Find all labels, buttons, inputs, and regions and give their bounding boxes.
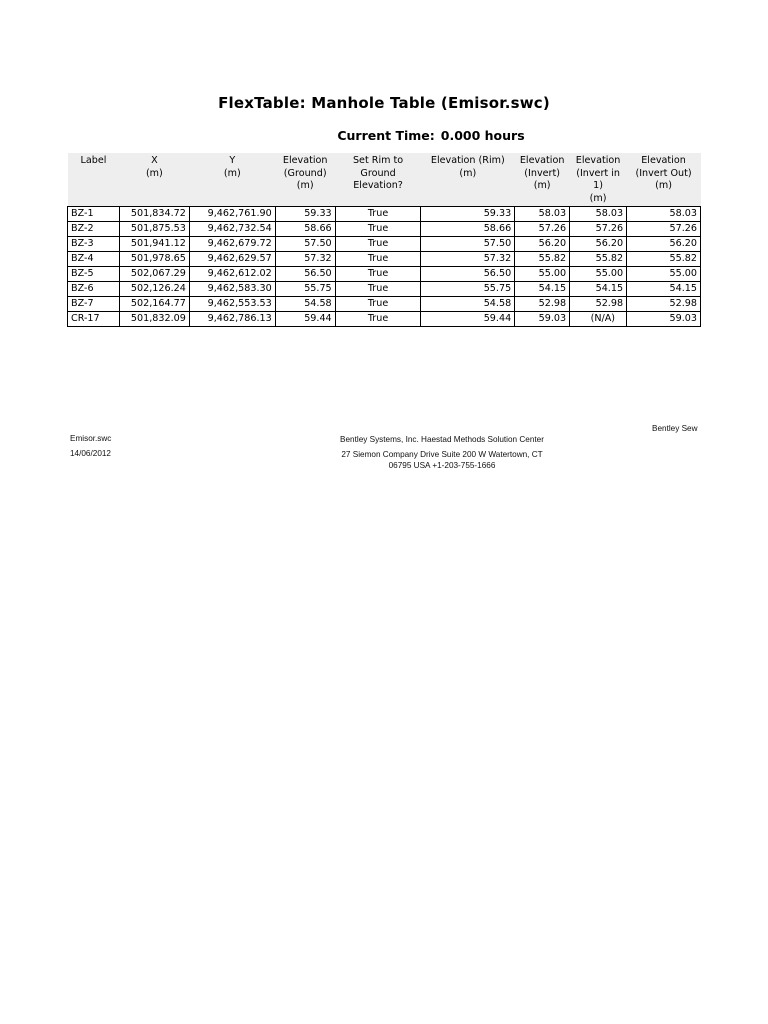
table-cell: 9,462,629.57: [189, 252, 275, 267]
table-row: [68, 207, 701, 222]
page-title: FlexTable: Manhole Table (Emisor.swc): [218, 94, 550, 112]
table-cell: 58.03: [570, 207, 627, 222]
table-cell: 59.44: [275, 312, 335, 327]
column-header-line: (Invert): [524, 167, 560, 179]
table-cell: 57.26: [570, 222, 627, 237]
table-cell: 54.15: [515, 282, 570, 297]
column-header: [421, 153, 515, 207]
column-header-line: X: [151, 155, 158, 166]
table-cell: 54.58: [421, 297, 515, 312]
table-header-row: [68, 153, 701, 207]
column-header-line: Elevation: [575, 155, 621, 166]
column-header-line: (m): [589, 192, 607, 204]
current-time-value: 0.000 hours: [440, 128, 525, 143]
table-cell: BZ-7: [68, 297, 120, 312]
table-cell: 9,462,732.54: [189, 222, 275, 237]
table-cell: 502,126.24: [119, 282, 189, 297]
table-cell: 501,978.65: [119, 252, 189, 267]
table-row: [68, 267, 701, 282]
table-row: [68, 312, 701, 327]
table-cell: 57.32: [275, 252, 335, 267]
table-cell: 54.58: [275, 297, 335, 312]
table-body: [68, 207, 701, 327]
column-header-line: (m): [223, 167, 241, 179]
table-cell: 57.26: [515, 222, 570, 237]
column-header-line: (m): [145, 167, 163, 179]
table-cell: 58.66: [421, 222, 515, 237]
table-cell: 59.03: [515, 312, 570, 327]
column-header: [570, 153, 627, 207]
column-header-line: (m): [533, 180, 551, 191]
table-cell: True: [335, 282, 421, 297]
column-header: [189, 153, 275, 207]
table-cell: BZ-4: [68, 252, 120, 267]
table-row: [68, 237, 701, 252]
table-cell: 9,462,553.53: [189, 297, 275, 312]
table-cell: 55.00: [570, 267, 627, 282]
footer-address-1: 27 Siemon Company Drive Suite 200 W Watertown, CT: [341, 450, 543, 459]
column-header-line: Elevation: [282, 155, 328, 166]
table-cell: 59.44: [421, 312, 515, 327]
column-header: [627, 153, 701, 207]
table-cell: True: [335, 267, 421, 282]
column-header-line: (m): [296, 180, 314, 191]
column-header: [119, 153, 189, 207]
table-cell: 501,941.12: [119, 237, 189, 252]
table-cell: 9,462,612.02: [189, 267, 275, 282]
footer-filename: Emisor.swc: [70, 434, 112, 443]
column-header-line: (Ground): [283, 167, 327, 179]
table-cell: 59.33: [421, 207, 515, 222]
column-header: [515, 153, 570, 207]
table-cell: 55.75: [421, 282, 515, 297]
table-cell: 59.03: [627, 312, 701, 327]
column-header-line: (Invert Out): [635, 167, 692, 179]
table-row: [68, 297, 701, 312]
table-cell: 52.98: [570, 297, 627, 312]
table-cell: 55.00: [515, 267, 570, 282]
table-cell: 57.26: [627, 222, 701, 237]
table-cell: 54.15: [570, 282, 627, 297]
table-row: [68, 252, 701, 267]
table-cell: 55.82: [515, 252, 570, 267]
column-header-line: 1): [593, 180, 604, 191]
table-cell: BZ-3: [68, 237, 120, 252]
table-cell: 57.50: [421, 237, 515, 252]
footer-company-block: [300, 434, 584, 471]
table-cell: 56.50: [421, 267, 515, 282]
table-cell: 502,164.77: [119, 297, 189, 312]
footer-address-2: 06795 USA +1-203-755-1666: [388, 461, 496, 470]
column-header-line: Elevation?: [353, 180, 403, 191]
table-cell: True: [335, 222, 421, 237]
column-header: [335, 153, 421, 207]
footer-product: Bentley Sew: [652, 424, 698, 433]
table-cell: True: [335, 207, 421, 222]
table-cell: 501,875.53: [119, 222, 189, 237]
table-cell: 502,067.29: [119, 267, 189, 282]
table-cell: 58.03: [627, 207, 701, 222]
table-cell: BZ-6: [68, 282, 120, 297]
table-cell: 55.82: [627, 252, 701, 267]
column-header-line: (m): [459, 167, 477, 179]
column-header-line: Elevation: [519, 155, 565, 166]
table-row: [68, 282, 701, 297]
table-cell: BZ-2: [68, 222, 120, 237]
footer-date: 14/06/2012: [70, 449, 111, 458]
current-time-label: Current Time:: [337, 128, 435, 143]
footer-company: Bentley Systems, Inc. Haestad Methods Solution Center: [340, 435, 544, 444]
table-cell: True: [335, 312, 421, 327]
table-cell: 56.20: [627, 237, 701, 252]
column-header-line: Y: [229, 155, 236, 166]
column-header-line: (Invert in: [576, 167, 620, 179]
table-cell: 56.20: [515, 237, 570, 252]
table-cell: 57.32: [421, 252, 515, 267]
table-cell: 56.20: [570, 237, 627, 252]
table-cell: 52.98: [515, 297, 570, 312]
column-header: [275, 153, 335, 207]
table-cell: 501,832.09: [119, 312, 189, 327]
table-cell: True: [335, 237, 421, 252]
column-header-line: Set Rim to Ground: [352, 155, 404, 179]
table-cell: 58.66: [275, 222, 335, 237]
table-cell: True: [335, 297, 421, 312]
table-cell: CR-17: [68, 312, 120, 327]
table-cell: 58.03: [515, 207, 570, 222]
table-cell: 57.50: [275, 237, 335, 252]
column-header-line: (m): [655, 180, 672, 191]
table-row: [68, 222, 701, 237]
table-cell: True: [335, 252, 421, 267]
table-cell: 501,834.72: [119, 207, 189, 222]
table-cell: BZ-5: [68, 267, 120, 282]
table-cell: 59.33: [275, 207, 335, 222]
table-cell: 55.82: [570, 252, 627, 267]
table-cell: 55.00: [627, 267, 701, 282]
table-cell: 56.50: [275, 267, 335, 282]
current-time: [0, 128, 768, 143]
table-cell: 9,462,679.72: [189, 237, 275, 252]
table-cell: 9,462,583.30: [189, 282, 275, 297]
column-header: [68, 153, 120, 207]
table-cell: 9,462,761.90: [189, 207, 275, 222]
table-cell: 9,462,786.13: [189, 312, 275, 327]
table-cell: (N/A): [570, 312, 627, 327]
table-cell: BZ-1: [68, 207, 120, 222]
table-cell: 52.98: [627, 297, 701, 312]
table-cell: 55.75: [275, 282, 335, 297]
manhole-table: [67, 153, 701, 327]
table-cell: 54.15: [627, 282, 701, 297]
column-header-line: Label: [80, 155, 107, 166]
column-header-line: Elevation: [641, 155, 686, 166]
column-header-line: Elevation (Rim): [430, 155, 505, 166]
